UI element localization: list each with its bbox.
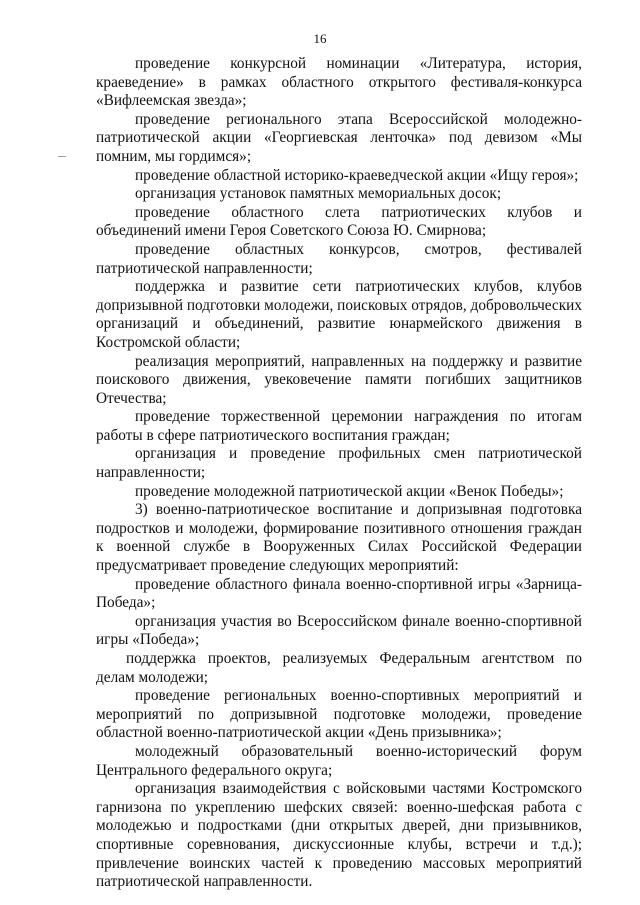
paragraph: организация и проведение профильных смен патриотической направленности; [96,445,582,482]
paragraph: 3) военно-патриотическое воспитание и допризывная подготовка подростков и молодежи, формирование позитивного отношения граждан к военной службе в Вооруженных Силах Российской Федерации предусматривает проведение следующих мероприятий: [96,501,582,575]
page-number: 16 [313,31,327,46]
paragraph: проведение областных конкурсов, смотров, фестивалей патриотической направленности; [96,240,582,277]
paragraph: проведение областного финала военно-спортивной игры «Зарница-Победа»; [96,575,582,612]
paragraph: поддержка проектов, реализуемых Федеральным агентством по делам молодежи; [96,650,582,686]
paragraph: молодежный образовательный военно-исторический форум Центрального федерального округа; [96,742,582,779]
paragraph: организация установок памятных мемориальных досок; [135,185,502,203]
paragraph: организация участия во Всероссийском финале военно-спортивной игры «Победа»; [96,612,582,649]
paragraph: проведение конкурсной номинации «Литература, история, краеведение» в рамках областного открытого фестиваля-конкурса «Вифлеемская звезда»; [96,55,582,110]
paragraph: организация взаимодействия с войсковыми частями Костромского гарнизона по укреплению шефских связей: военно-шефская работа с молодежью и подростками (дни открытых дверей, дни призывников, спортивные соревнования, дискуссионные клубы, встречи и т.д.); привлечение воинских частей к проведению массовых мероприятий патриотической направленности. [96,780,582,891]
margin-mark [58,156,66,157]
paragraph: проведение молодежной патриотической акции «Венок Победы»; [135,482,564,500]
paragraph: проведение региональных военно-спортивных мероприятий и мероприятий по допризывной подготовке молодежи, проведение областной военно-патриотической акции «День призывника»; [96,687,582,742]
paragraph: поддержка и развитие сети патриотических клубов, клубов допризывной подготовки молодежи, поисковых отрядов, добровольческих организаций и объединений, развитие юнармейского движения в Костромской области; [96,278,582,351]
paragraph: реализация мероприятий, направленных на поддержку и развитие поискового движения, увековечение памяти погибших защитников Отечества; [96,352,582,407]
paragraph: проведение областного слета патриотических клубов и объединений имени Героя Советского Союза Ю. Смирнова; [96,203,582,240]
paragraph: проведение областной историко-краеведческой акции «Ищу героя»; [135,166,579,184]
document-body [96,55,582,892]
paragraph: проведение регионального этапа Всероссийской молодежно-патриотической акции «Георгиевская ленточка» под девизом «Мы помним, мы гордимся»; [96,110,582,165]
paragraph: проведение торжественной церемонии награждения по итогам работы в сфере патриотического воспитания граждан; [96,408,582,444]
